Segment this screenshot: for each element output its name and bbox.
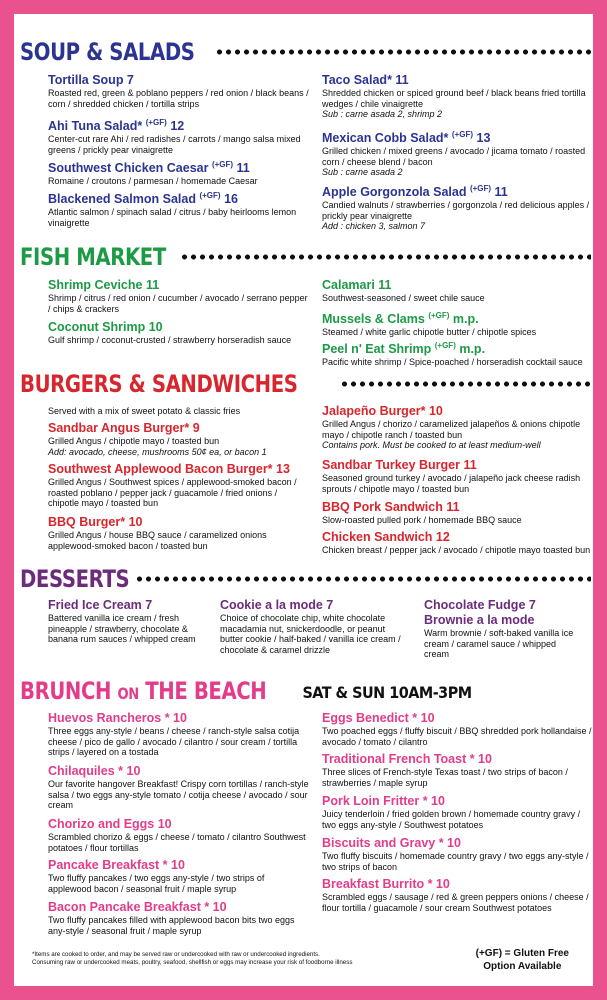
menu-item — [424, 598, 574, 660]
menu-item — [322, 127, 594, 178]
item-name: Taco Salad* 11 — [322, 73, 409, 87]
section-intro: Served with a mix of sweet potato & classic fries — [48, 406, 241, 416]
menu-item — [322, 877, 594, 913]
item-name: Chocolate Fudge 7 — [424, 598, 536, 612]
item-description: Atlantic salmon / spinach salad / citrus / baby heirlooms lemon vinaigrette — [48, 207, 297, 228]
menu-item — [48, 598, 208, 645]
item-name: Southwest Chicken Caesar $^{(+GF)}$ 11 — [48, 160, 250, 176]
item-description: Warm brownie / soft-baked vanilla ice cream / caramel sauce / whipped cream — [424, 628, 574, 659]
menu-item — [322, 73, 594, 120]
menu-item — [322, 752, 594, 788]
item-name: Cookie a la mode 7 — [220, 598, 334, 612]
item-name: Southwest Applewood Bacon Burger* 13 — [48, 462, 290, 476]
menu-item — [322, 278, 594, 304]
section-title: DESSERTS — [20, 565, 130, 593]
item-name: Sandbar Turkey Burger 11 — [322, 458, 477, 472]
menu-item — [48, 73, 310, 109]
item-note: Contains pork. Must be cooked to at least medium-well — [322, 440, 541, 450]
menu-item — [322, 711, 594, 747]
item-description: Grilled Angus / Southwest spices / applewood-smoked bacon / roasted poblano / pepper jack / guacamole / fried onions / chipotle mayo / toasted bun — [48, 477, 297, 508]
item-substitution: Add : chicken 3, salmon 7 — [322, 221, 426, 232]
item-description: Slow-roasted pulled pork / homemade BBQ sauce — [322, 515, 522, 525]
item-description: Center-cut rare Ahi / red radishes / carrots / mango salsa mixed greens / prickly pear vinaigrette — [48, 134, 301, 155]
raw-food-disclaimer: *Items are cooked to order, and may be served raw or undercooked with raw or undercooked ingredients. Consuming raw or undercooked meats, poultry, seafood, shellfish or eggs may increase your risk of foodborne illness — [32, 951, 353, 966]
item-addon: Add: avocado, cheese, mushrooms 50¢ ea, or bacon 1 — [48, 446, 267, 457]
item-description: Grilled Angus / chorizo / caramelized jalapeños & onions chipotle mayo / chipotle ranch / toasted bun — [322, 419, 581, 440]
item-name: Breakfast Burrito * 10 — [322, 877, 450, 891]
item-description: Chicken breast / pepper jack / avocado / chipotle mayo toasted bun — [322, 545, 591, 555]
item-description: Three slices of French-style Texas toast / two strips of bacon / strawberries / maple syrup — [322, 767, 568, 788]
item-name: Pork Loin Fritter * 10 — [322, 794, 445, 808]
item-description: Grilled Angus / chipotle mayo / toasted bun — [48, 436, 220, 446]
item-description: Juicy tenderloin / fried golden brown / homemade country gravy / two eggs any-style / Southwest potatoes — [322, 809, 581, 830]
item-name: Huevos Rancheros * 10 — [48, 711, 187, 725]
section-header-fish — [20, 243, 591, 271]
item-name: Eggs Benedict * 10 — [322, 711, 435, 725]
item-name: Blackened Salmon Salad $^{(+GF)}$ 16 — [48, 191, 238, 207]
item-name: Chicken Sandwich 12 — [322, 530, 450, 544]
item-description: Pacific white shrimp / Spice-poached / horseradish cocktail sauce — [322, 357, 583, 368]
item-description: Southwest-seasoned / sweet chile sauce — [322, 293, 485, 303]
gluten-free-legend: (+GF) = Gluten Free Option Available — [475, 948, 569, 972]
menu-item — [322, 181, 594, 232]
section-title: SOUP & SALADS — [20, 38, 195, 66]
menu-item — [322, 500, 594, 526]
menu-item — [48, 764, 310, 811]
menu-item — [48, 278, 310, 314]
menu-item — [220, 598, 410, 655]
menu-item — [48, 188, 310, 228]
section-header-brunch — [20, 677, 591, 708]
menu-item — [322, 404, 594, 451]
section-title: BRUNCH ON THE BEACH — [20, 677, 267, 705]
menu-item — [48, 515, 310, 551]
menu-item — [48, 462, 310, 509]
item-name: Pancake Breakfast * 10 — [48, 858, 185, 872]
menu-item — [48, 711, 310, 758]
item-name: Mexican Cobb Salad* $^{(+GF)}$ 13 — [322, 130, 491, 146]
item-description: Scrambled eggs / sausage / red & green peppers onions / cheese / flour tortilla / guacamole / sour cream Southwest potatoes — [322, 892, 589, 913]
section-subtitle: SAT & SUN 10AM-3PM — [302, 683, 472, 702]
item-name: Chorizo and Eggs 10 — [48, 817, 172, 831]
menu-item — [322, 308, 594, 338]
section-title: FISH MARKET — [20, 243, 166, 271]
item-name-line-2: Brownie a la mode — [424, 613, 535, 627]
menu-item — [322, 530, 594, 556]
dot-divider — [215, 48, 591, 56]
menu-item — [48, 320, 310, 346]
dot-divider — [180, 253, 591, 261]
section-header-soup — [20, 38, 591, 66]
menu-item — [322, 458, 594, 494]
item-description: Three eggs any-style / beans / cheese / ranch-style salsa cotija cheese / pico de gallo / avocado / cilantro / sour cream / tortilla strips / layered on a tostada — [48, 726, 300, 757]
item-description: Two fluffy pancakes / two eggs any-style / two strips of applewood bacon / seasonal fruit / maple syrup — [48, 873, 265, 894]
item-name: Biscuits and Gravy * 10 — [322, 836, 461, 850]
item-substitution: Sub : carne asada 2 — [322, 167, 403, 178]
item-description: Shrimp / citrus / red onion / cucumber / avocado / serrano pepper / chips & crackers — [48, 293, 308, 314]
section-header-desserts — [20, 565, 591, 593]
section-header-burgers — [20, 370, 591, 398]
item-name: Apple Gorgonzola Salad $^{(+GF)}$ 11 — [322, 184, 508, 200]
item-description: Gulf shrimp / coconut-crusted / strawberry horseradish sauce — [48, 335, 292, 345]
item-description: Grilled Angus / house BBQ sauce / caramelized onions applewood-smoked bacon / toasted bun — [48, 530, 267, 551]
item-name: Bacon Pancake Breakfast * 10 — [48, 900, 227, 914]
section-title: BURGERS & SANDWICHES — [20, 370, 298, 398]
item-name: Tortilla Soup 7 — [48, 73, 134, 87]
menu-item — [322, 836, 594, 872]
item-name: BBQ Pork Sandwich 11 — [322, 500, 460, 514]
item-name: Mussels & Clams $^{(+GF)}$ m.p. — [322, 311, 479, 327]
item-description: Battered vanilla ice cream / fresh pineapple / strawberry, chocolate & banana rum sauces / whipped cream — [48, 613, 196, 644]
menu-item — [48, 900, 310, 936]
menu-item — [48, 858, 310, 894]
item-name: Shrimp Ceviche 11 — [48, 278, 160, 292]
item-description: Two poached eggs / fluffy biscuit / BBQ shredded pork hollandaise / avocado / tomato / cilantro — [322, 726, 592, 747]
item-name: Calamari 11 — [322, 278, 392, 292]
item-description: Romaine / croutons / parmesan / homemade Caesar — [48, 176, 258, 187]
item-description: Scrambled chorizo & eggs / cheese / tomato / cilantro Southwest potatoes / flour tortillas — [48, 832, 306, 853]
item-name: Fried Ice Cream 7 — [48, 598, 153, 612]
dot-divider — [135, 575, 591, 583]
item-description: Candied walnuts / strawberries / gorgonzola / red delicious apples / prickly pear vinaigrette — [322, 200, 590, 221]
menu-item — [322, 338, 594, 368]
item-name: Coconut Shrimp 10 — [48, 320, 163, 334]
item-substitution: Sub : carne asada 2, shrimp 2 — [322, 109, 443, 119]
item-description: Grilled chicken / mixed greens / avocado / jicama tomato / roasted corn / cheese blend / bacon — [322, 146, 586, 167]
item-name: Peel n' Eat Shrimp $^{(+GF)}$ m.p. — [322, 341, 486, 357]
item-name: Traditional French Toast * 10 — [322, 752, 492, 766]
item-description: Steamed / white garlic chipotle butter / chipotle spices — [322, 327, 537, 338]
item-name: BBQ Burger* 10 — [48, 515, 143, 529]
menu-item — [48, 115, 310, 155]
item-name: Chilaquiles * 10 — [48, 764, 141, 778]
menu-item — [322, 794, 594, 830]
item-name: Ahi Tuna Salad* $^{(+GF)}$ 12 — [48, 118, 185, 134]
item-description: Roasted red, green & poblano peppers / red onion / black beans / corn / shredded chicken / tortilla strips — [48, 88, 309, 109]
item-description: Choice of chocolate chip, white chocolate macadamia nut, snickerdoodle, or peanut butter cookie / half-baked / vanilla ice cream / chocolate & caramel drizzle — [220, 613, 401, 655]
item-description: Shredded chicken or spiced ground beef / black beans fried tortilla wedges / chile vinaigrette — [322, 88, 586, 109]
item-description: Seasoned ground turkey / avocado / jalapeño jack cheese radish sprouts / chipotle mayo / toasted bun — [322, 473, 581, 494]
dot-divider — [340, 380, 591, 388]
item-description: Two fluffy pancakes filled with applewood bacon bits two eggs any-style / seasonal fruit / maple syrup — [48, 915, 295, 936]
item-description: Two fluffy biscuits / homemade country gravy / two eggs any-style / two strips of bacon — [322, 851, 589, 872]
item-description: Our favorite hangover Breakfast! Crispy corn tortillas / ranch-style salsa / two eggs any-style tomato / cotija cheese / avocado / sour cream — [48, 779, 309, 810]
menu-item — [48, 157, 310, 187]
menu-item — [48, 817, 310, 853]
menu-item — [48, 421, 310, 457]
item-name: Jalapeño Burger* 10 — [322, 404, 443, 418]
item-name: Sandbar Angus Burger* 9 — [48, 421, 200, 435]
